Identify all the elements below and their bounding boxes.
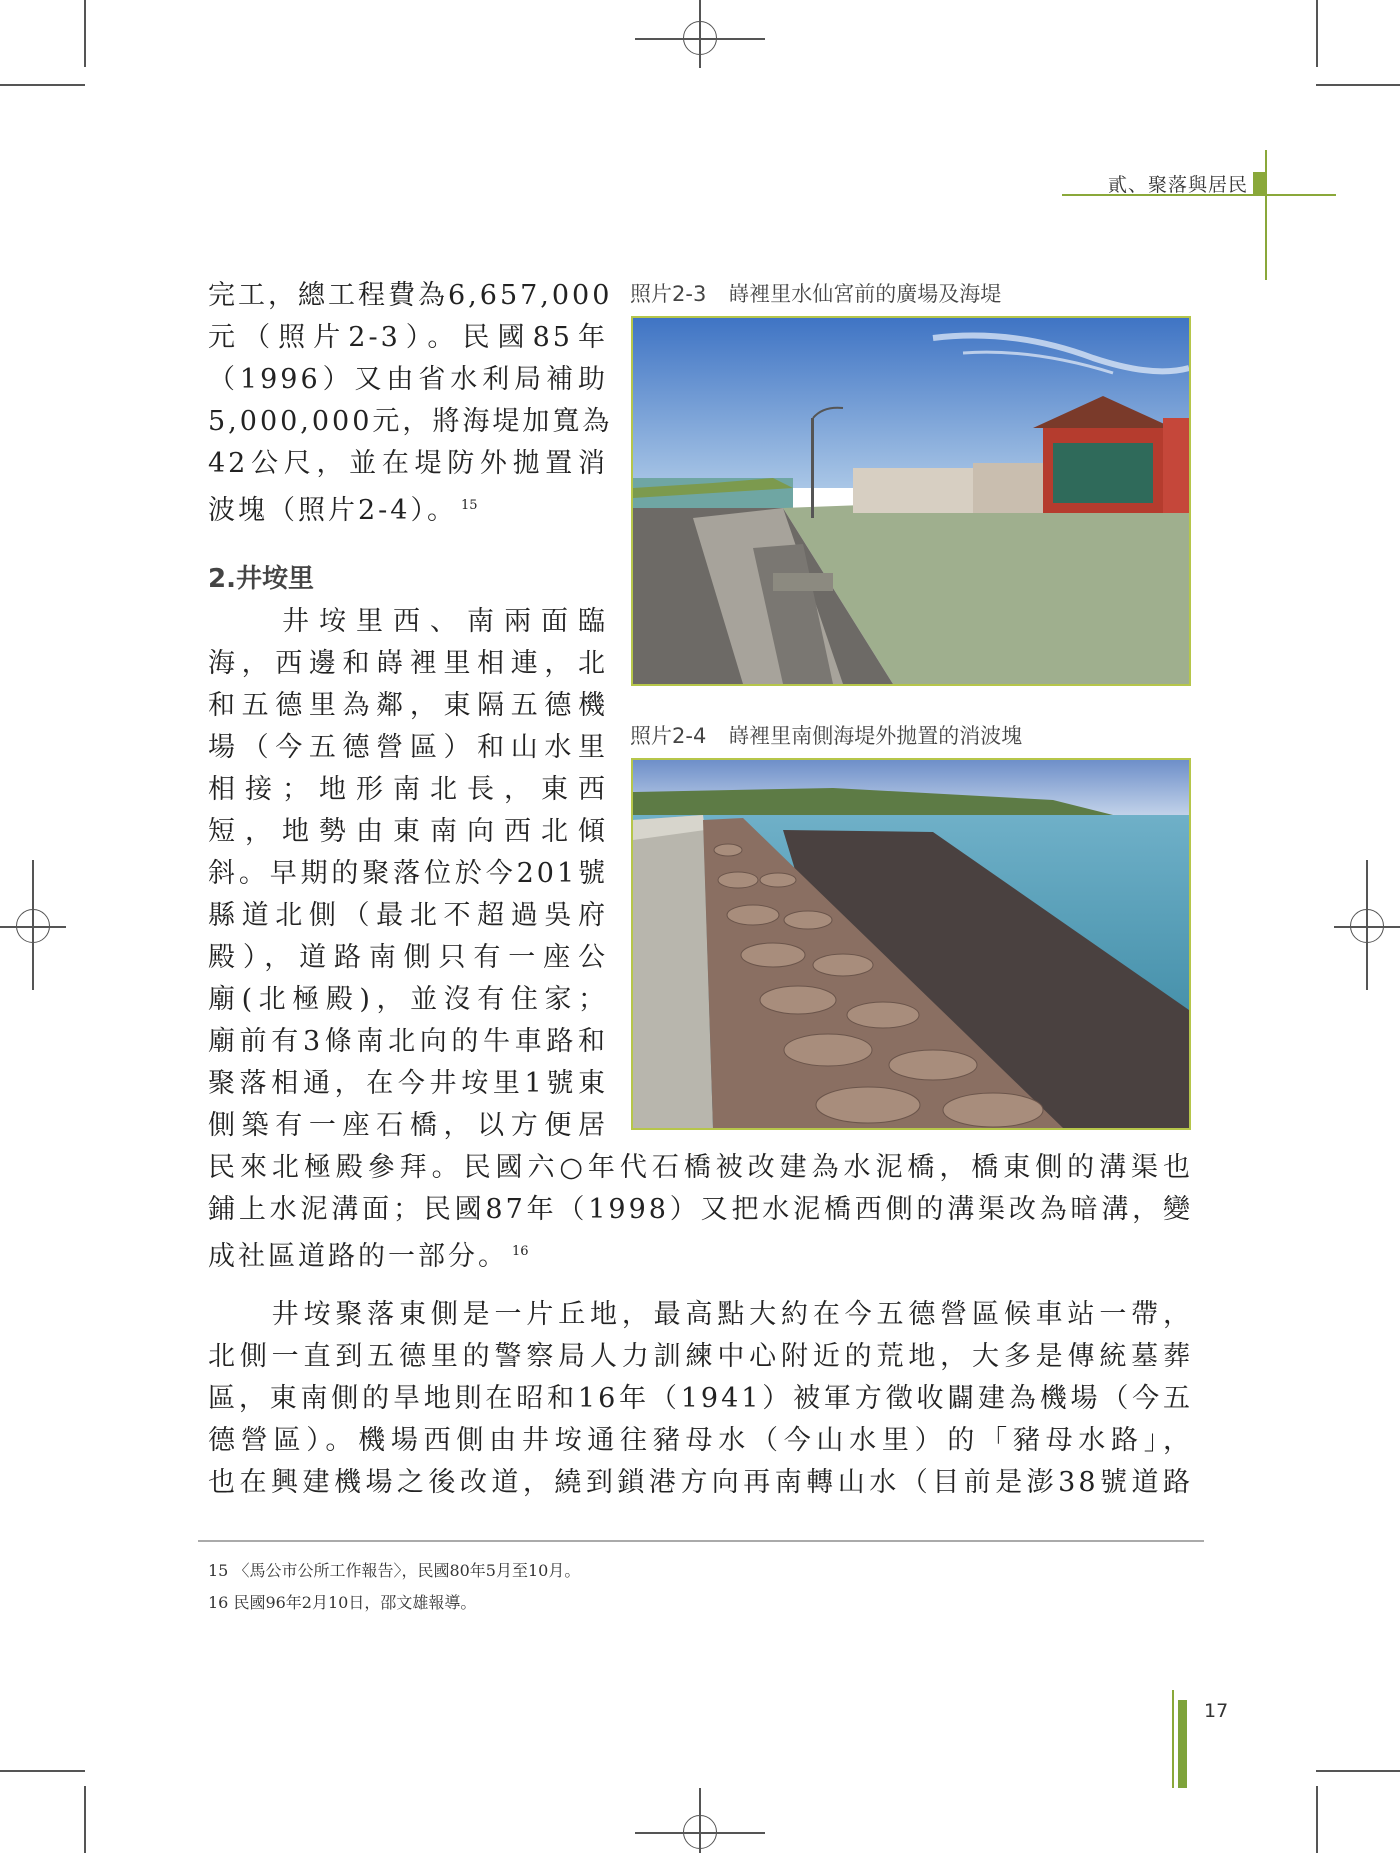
text-line: 民來北極殿參拜。民國六○年代石橋被改建為水泥橋，橋東側的溝渠也 [208,1152,1193,1183]
footnote-ref: 16 [512,1244,529,1259]
text-line: 側築有一座石橋，以方便居 [208,1110,608,1141]
text-line: （1996）又由省水利局補助 [208,364,608,395]
header-vertical-rule [1265,150,1267,280]
section-heading: 2.井垵里 [208,564,314,594]
text-line: 元（照片2-3）。民國85年 [208,322,608,353]
footnote-ref: 15 [460,498,478,513]
paragraph-3 [208,1294,1193,1504]
text-line: 5,000,000元，將海堤加寬為 [208,406,613,437]
text-line: 德營區）。機場西側由井垵通往豬母水（今山水里）的「豬母水路」， [208,1425,1193,1456]
photo-caption-2 [630,720,1022,750]
header-marker [1253,172,1265,194]
photo-caption-1 [630,278,1001,308]
text-line: 聚落相通，在今井垵里1號東 [208,1068,608,1099]
page-bar-thin [1172,1690,1174,1788]
photo-caption-text: 嵵裡里南側海堤外拋置的消波塊 [728,724,1023,748]
paragraph-2-continued [208,1147,1193,1278]
text-line: 海，西邊和嵵裡里相連，北 [208,648,608,679]
text-line: 42公尺，並在堤防外拋置消 [208,448,608,479]
text-line: 場（今五德營區）和山水里 [208,732,608,763]
text-line: 廟(北極殿)，並沒有住家； [208,984,608,1015]
text-line: 廟前有3條南北向的牛車路和 [208,1026,608,1057]
text-line: 殿），道路南側只有一座公 [208,942,608,973]
chapter-title: 貳、聚落與居民 [1108,174,1249,196]
text-line: 鋪上水泥溝面；民國87年（1998）又把水泥橋西側的溝渠改為暗溝，變 [208,1194,1193,1225]
photo-caption-text: 嵵裡里水仙宮前的廣場及海堤 [728,282,1002,306]
text-line: 斜。早期的聚落位於今201號 [208,858,608,889]
text-line-last [208,485,608,532]
footnotes [208,1555,580,1619]
photo-number: 照片2-3 [630,282,707,306]
text-line: 縣道北側（最北不超過吳府 [208,900,608,931]
text-line: 短，地勢由東南向西北傾 [208,816,608,847]
paragraph-2 [208,601,608,1147]
text-line: 也在興建機場之後改道，繞到鎖港方向再南轉山水（目前是澎38號道路 [208,1467,1193,1498]
text-line: 相接；地形南北長，東西 [208,774,608,805]
text-line: 井垵聚落東側是一片丘地，最高點大約在今五德營區候車站一帶， [208,1299,1193,1330]
plaza-seawall-image [633,318,1189,684]
tetrapods-image [633,760,1189,1128]
photo-number: 照片2-4 [630,724,707,748]
text-line: 完工，總工程費為6,657,000 [208,280,613,311]
paragraph-1 [208,275,613,532]
photo-tetrapods [631,758,1191,1130]
text-line-content: 波塊（照片2-4）。 [208,495,457,526]
footnote-16: 16 民國96年2月10日，邵文雄報導。 [208,1593,477,1612]
text-line-content: 成社區道路的一部分。 [208,1241,508,1272]
footnote-rule [198,1540,1204,1542]
text-line: 北側一直到五德里的警察局人力訓練中心附近的荒地，大多是傳統墓葬 [208,1341,1193,1372]
text-line: 井垵里西、南兩面臨 [208,606,608,637]
text-line: 和五德里為鄰，東隔五德機 [208,690,608,721]
page-number: 17 [1204,1700,1229,1722]
text-line-last [208,1231,1193,1278]
text-line: 區，東南側的旱地則在昭和16年（1941）被軍方徵收闢建為機場（今五 [208,1383,1193,1414]
footnote-15: 15 〈馬公市公所工作報告〉，民國80年5月至10月。 [208,1561,581,1580]
photo-plaza-seawall [631,316,1191,686]
page-bar-thick [1178,1700,1187,1788]
